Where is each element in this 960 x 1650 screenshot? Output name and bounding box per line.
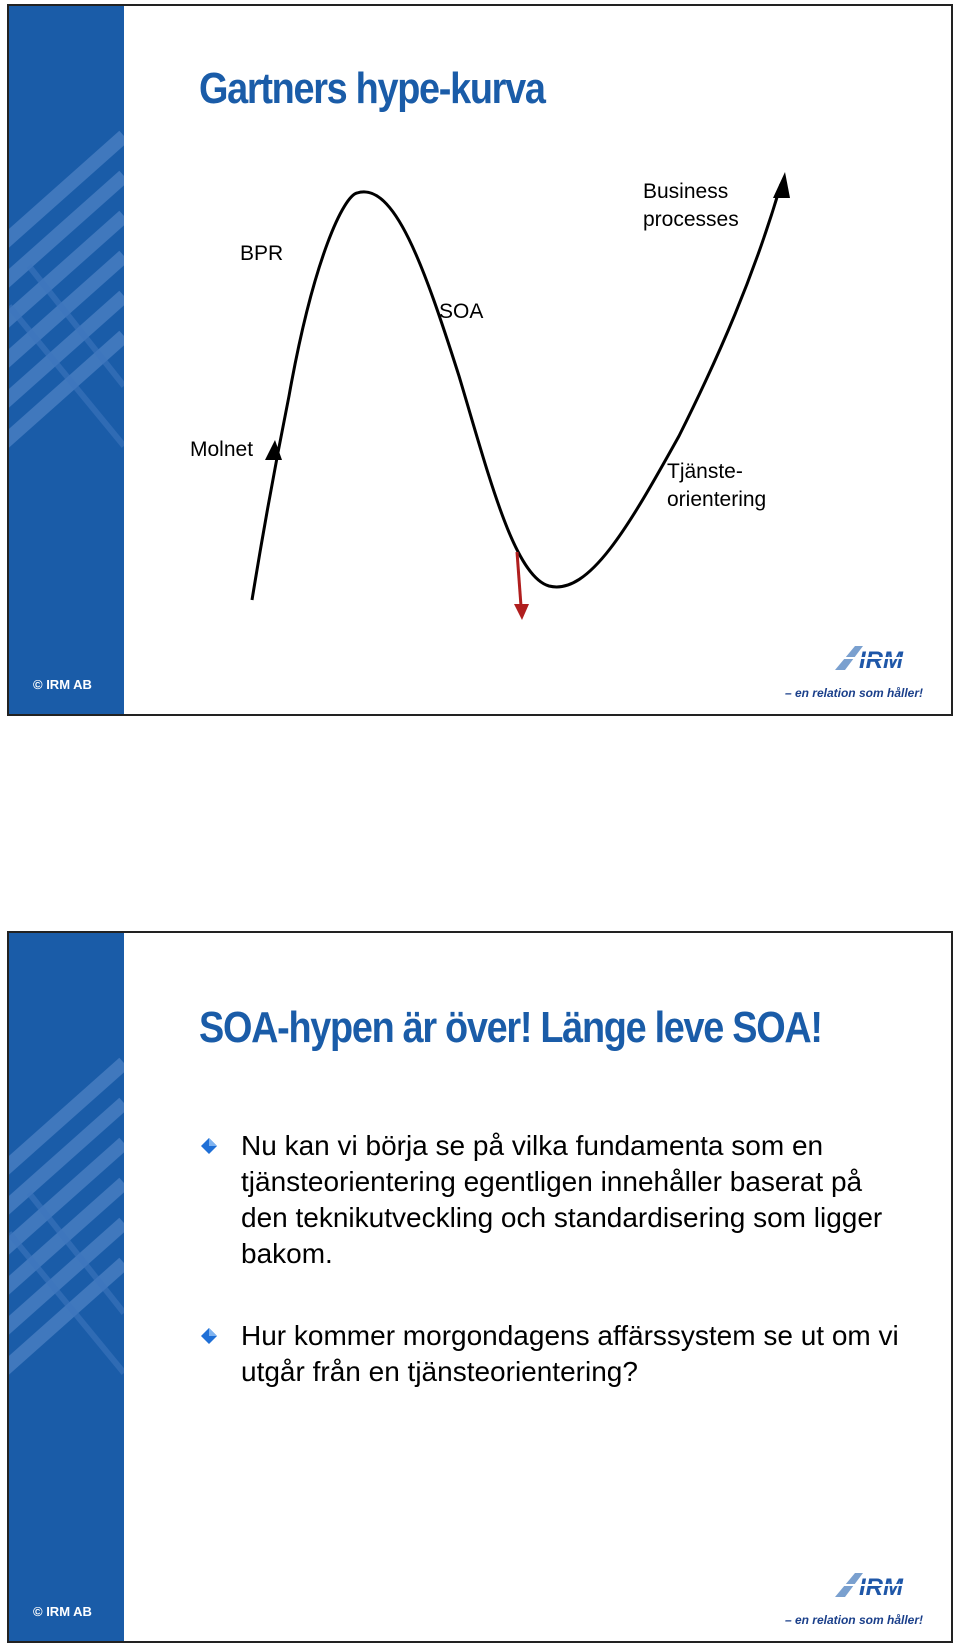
down-arrow-shaft [517,552,521,606]
label-molnet: Molnet [190,438,254,461]
band-pattern [9,933,124,1641]
copyright-text: © IRM AB [33,1604,92,1619]
bullet-text: Hur kommer morgondagens affärssystem se ut om vi utgår från en tjänsteorientering? [241,1320,899,1387]
slide-title: SOA-hypen är över! Länge leve SOA! [199,1003,822,1052]
side-band [9,933,124,1641]
label-business-line2: processes [643,208,739,231]
bullet-item [199,1128,899,1272]
irm-logo-mark [833,1569,923,1601]
diamond-bullet-icon [201,1328,217,1344]
label-tjanste-line1: Tjänste- [667,460,743,483]
label-business-line1: Business [643,180,729,203]
label-soa: SOA [439,300,484,323]
irm-logo [763,642,923,700]
down-arrow-head [514,604,529,620]
tagline: – en relation som håller! [784,1613,923,1627]
hype-curve-diagram [9,6,953,716]
label-tjanste-line2: orientering [667,488,767,511]
curve-end-arrowhead [773,172,790,198]
bullet-item [199,1318,899,1390]
bullet-list [199,1128,899,1436]
hype-curve [252,184,781,600]
label-tjansteorientering [667,458,766,514]
irm-logo-mark [833,642,923,674]
irm-logo-text: IRM [859,647,903,674]
slide-soa-hype-over [7,931,953,1643]
slide-title: Gartners hype-kurva [199,64,545,113]
slide-hype-curve [7,4,953,716]
irm-logo-text: IRM [859,1574,903,1601]
label-business-processes [643,178,739,234]
bullet-text: Nu kan vi börja se på vilka fundamenta som en tjänsteorientering egentligen innehåller baserat på den teknikutveckling och standardisering som ligger bakom. [241,1130,883,1269]
copyright-text: © IRM AB [33,677,92,692]
diamond-bullet-icon [201,1138,217,1154]
label-bpr: BPR [240,242,284,265]
tagline: – en relation som håller! [784,686,923,700]
irm-logo [763,1569,923,1627]
